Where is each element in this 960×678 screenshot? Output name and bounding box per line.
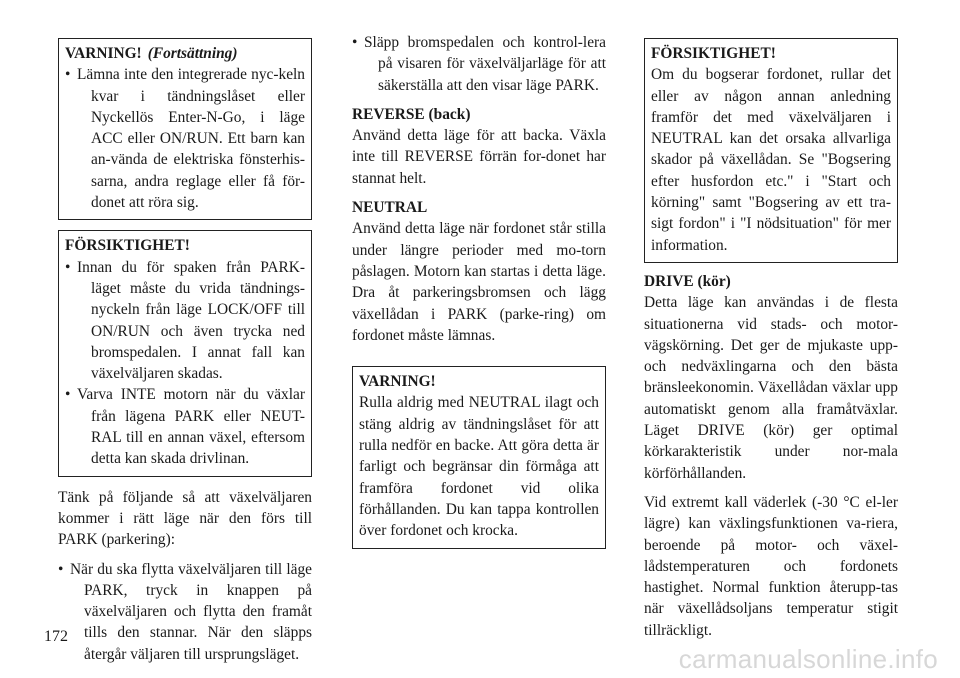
warning-label: VARNING! [65, 45, 142, 62]
warning-title: VARNING! [359, 373, 436, 391]
caution-bullet: • Varva INTE motorn när du växlar från lägena PARK eller NEUT-RAL till en annan växel, eftersom detta kan skada drivlinan. [65, 384, 305, 469]
instruction-list [58, 559, 312, 665]
warning-list [65, 64, 305, 213]
column-middle [352, 32, 606, 549]
caution-box [58, 230, 312, 476]
caution-text: Om du bogserar fordonet, rullar det eller av någon annan anledning framför det med växelväljaren i NEUTRAL kan det orsaka allvarliga skador på växellådan. Se "Bogsering efter husfordon etc." i "Start och körning" samt "Bogsering av ett tra-sigt fordon" i "I nödsituation" för mer information. [651, 66, 891, 254]
page-number: 172 [44, 628, 68, 645]
caution-list [65, 257, 305, 470]
warning-bullet: • Lämna inte den integrerade nyc-keln kvar i tändningslåset eller Nyckellös Enter-N-Go, i läge ACC eller ON/RUN. Ett barn kan an-vända de elektriska fönsterhis-sarna, andra reglage eller få för-donet att röra sig. [65, 64, 305, 213]
warning-box-continued [58, 38, 312, 220]
column-left [58, 38, 312, 665]
column-right [644, 38, 898, 641]
reverse-heading: REVERSE (back) [352, 105, 471, 123]
instruction-list [352, 32, 606, 96]
drive-heading: DRIVE (kör) [644, 272, 731, 290]
warning-box [352, 366, 606, 548]
caution-bullet: • Innan du för spaken från PARK-läget måste du vrida tändnings-nyckeln från läge LOCK/OFF till ON/RUN och även trycka ned bromspedalen. I annat fall kan växelväljaren skadas. [65, 257, 305, 385]
neutral-paragraph: Använd detta läge när fordonet står stilla under längre perioder med mo-torn påslagen. Motorn kan startas i detta läge. Dra åt parkeringsbromsen och lägg växellådan i PARK (parke-ring) om fordonet måste lämnas. [352, 220, 606, 344]
watermark: carmanualsonline.info [678, 643, 938, 674]
neutral-heading: NEUTRAL [352, 199, 428, 217]
instruction-bullet: • När du ska flytta växelväljaren till läge PARK, tryck in knappen på växelväljaren och flytta den framåt tills den stannar. När den släpps återgår väljaren till ursprungsläget. [58, 559, 312, 665]
caution-box [644, 38, 898, 263]
caution-title: FÖRSIKTIGHET! [65, 237, 190, 255]
drive-paragraph: Detta läge kan användas i de flesta situationerna vid stads- och motor-vägskörning. Det ger de mjukaste upp- och nedväxlingarna och den bästa bränsleekonomin. Växellådan växlar upp automatiskt genom alla framåtväxlar. Läget DRIVE (kör) ger optimal körkarakteristik under nor-mala körförhållanden. [644, 294, 898, 482]
continuation-label: (Fortsättning) [147, 45, 238, 62]
caution-title: FÖRSIKTIGHET! [651, 45, 776, 62]
instruction-bullet: • Släpp bromspedalen och kontrol-lera på visaren för växelväljarläge för att säkerställa att den visar läge PARK. [352, 32, 606, 96]
body-paragraph: Tänk på följande så att växelväljaren kommer i rätt läge när den förs till PARK (parkering): [58, 488, 312, 549]
drive-cold-paragraph: Vid extremt kall väderlek (-30 °C el-ler lägre) kan växlingsfunktionen va-riera, beroende på motor- och växel-lådstemperaturen och fordonets hastighet. Normal funktion återupp-tas när växellådsoljans temperatur stigit tillräckligt. [644, 493, 898, 639]
reverse-paragraph: Använd detta läge för att backa. Växla inte till REVERSE förrän for-donet har stannat helt. [352, 127, 606, 187]
warning-text: Rulla aldrig med NEUTRAL ilagt och stäng aldrig av tändningslåset för att rulla nedför en backe. Att göra detta är farligt och begränsar din förmåga att framföra fordonet vid olika förhållanden. Du kan tappa kontrollen över fordonet och krocka. [359, 394, 599, 540]
warning-title [65, 43, 305, 64]
